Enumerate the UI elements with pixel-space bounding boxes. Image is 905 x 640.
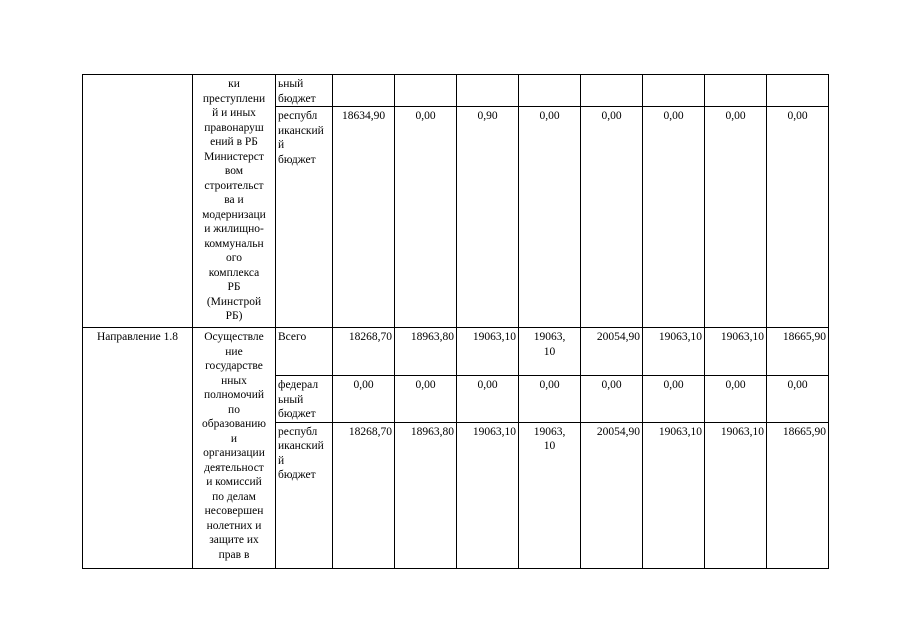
value-text: 19063, 10 bbox=[533, 331, 566, 358]
value-cell bbox=[643, 107, 705, 328]
value-text: 0,00 bbox=[663, 110, 684, 122]
text-line: ьный bbox=[278, 78, 304, 90]
text-line: республ bbox=[278, 425, 318, 438]
text-line: комплекса bbox=[208, 266, 260, 279]
value-text: 0,00 bbox=[725, 379, 746, 391]
value-cell bbox=[395, 328, 457, 376]
value-cell bbox=[581, 376, 643, 423]
description-cell bbox=[193, 328, 276, 569]
text-line: правонаруш bbox=[204, 121, 264, 134]
value-text: 0,00 bbox=[415, 379, 436, 391]
text-line: модернизаци bbox=[202, 208, 266, 221]
value-cell bbox=[705, 107, 767, 328]
value-cell bbox=[767, 376, 829, 423]
value-cell bbox=[643, 422, 705, 568]
direction-label: Направление 1.8 bbox=[96, 331, 179, 343]
value-text: 19063,10 bbox=[720, 331, 764, 343]
table-row bbox=[83, 328, 829, 376]
value-cell bbox=[767, 328, 829, 376]
direction-cell-empty bbox=[83, 75, 193, 328]
text-line: ние bbox=[225, 345, 243, 358]
text-line: ого bbox=[226, 252, 242, 264]
value-text: 0,00 bbox=[787, 110, 808, 122]
text-line: бюджет bbox=[278, 408, 316, 420]
value-cell bbox=[705, 376, 767, 423]
value-cell bbox=[333, 422, 395, 568]
source-cell bbox=[276, 107, 333, 328]
source-text bbox=[278, 425, 330, 483]
text-line: государстве bbox=[205, 360, 263, 372]
value-cell bbox=[767, 107, 829, 328]
value-cell bbox=[519, 107, 581, 328]
text-line: и bbox=[230, 432, 238, 445]
value-text: 18665,90 bbox=[782, 425, 826, 438]
value-cell bbox=[395, 75, 457, 107]
value-cell bbox=[581, 422, 643, 568]
value-text: 0,00 bbox=[787, 379, 808, 391]
value-cell bbox=[395, 422, 457, 568]
source-text bbox=[278, 109, 330, 167]
description-text bbox=[195, 77, 273, 324]
text-line: РБ bbox=[227, 281, 241, 293]
text-line: ва и bbox=[224, 194, 244, 206]
value-cell bbox=[767, 75, 829, 107]
value-text: 0,00 bbox=[477, 379, 498, 391]
text-line: бюджет bbox=[278, 92, 316, 105]
text-line: ьный bbox=[278, 393, 304, 406]
text-line: республ bbox=[278, 110, 318, 122]
value-cell bbox=[333, 376, 395, 423]
source-text bbox=[278, 77, 330, 106]
value-text: 18268,70 bbox=[348, 331, 392, 343]
source-cell bbox=[276, 328, 333, 376]
text-line: бюджет bbox=[278, 469, 316, 481]
value-cell bbox=[581, 75, 643, 107]
value-text: 19063, 10 bbox=[533, 425, 566, 452]
source-text bbox=[278, 378, 330, 422]
value-text: 20054,90 bbox=[596, 425, 640, 438]
value-text: 0,00 bbox=[415, 110, 436, 122]
value-text: 0,00 bbox=[539, 110, 560, 122]
text-line: по делам bbox=[212, 490, 256, 503]
description-cell bbox=[193, 75, 276, 328]
value-cell bbox=[333, 107, 395, 328]
text-line: федерал bbox=[278, 379, 319, 391]
value-cell bbox=[395, 376, 457, 423]
value-text: 19063,10 bbox=[658, 331, 702, 343]
value-cell bbox=[705, 422, 767, 568]
value-text: 0,00 bbox=[601, 379, 622, 391]
table-row bbox=[83, 75, 829, 107]
value-cell bbox=[333, 75, 395, 107]
value-cell bbox=[519, 75, 581, 107]
text-line: полномочий bbox=[204, 389, 264, 401]
value-cell bbox=[581, 328, 643, 376]
text-line: коммунальн bbox=[204, 237, 264, 250]
value-cell bbox=[333, 328, 395, 376]
text-line: прав в bbox=[218, 548, 250, 561]
text-line: й и иных bbox=[212, 107, 256, 119]
value-cell bbox=[705, 75, 767, 107]
value-text: 0,00 bbox=[601, 110, 622, 122]
source-text: Всего bbox=[278, 331, 307, 343]
text-line: и комиссий bbox=[206, 476, 262, 488]
value-text: 20054,90 bbox=[596, 331, 640, 343]
text-line: организации bbox=[203, 447, 265, 459]
text-line: строительст bbox=[204, 179, 264, 192]
value-cell bbox=[643, 376, 705, 423]
value-text: 0,00 bbox=[539, 379, 560, 391]
text-line: иканский bbox=[278, 124, 324, 137]
text-line: деятельност bbox=[204, 461, 264, 474]
value-text: 0,00 bbox=[663, 379, 684, 391]
value-text: 19063,10 bbox=[472, 425, 516, 438]
value-text: 18634,90 bbox=[341, 110, 386, 122]
text-line: по bbox=[228, 403, 240, 416]
text-line: ений в РБ bbox=[210, 136, 258, 148]
text-line: преступлени bbox=[202, 92, 266, 105]
value-cell bbox=[581, 107, 643, 328]
text-line: (Минстрой bbox=[206, 295, 262, 308]
text-line: й bbox=[278, 454, 285, 467]
value-cell bbox=[519, 328, 581, 376]
value-text: 18268,70 bbox=[348, 425, 392, 438]
value-text: 0,00 bbox=[353, 379, 374, 391]
value-text: 0,90 bbox=[477, 110, 498, 122]
value-cell bbox=[457, 376, 519, 423]
description-text bbox=[195, 330, 273, 562]
value-cell bbox=[767, 422, 829, 568]
text-line: Министерст bbox=[204, 150, 264, 163]
value-text: 19063,10 bbox=[472, 331, 516, 343]
value-text: 19063,10 bbox=[658, 425, 702, 438]
text-line: образованию bbox=[202, 418, 266, 430]
value-cell bbox=[705, 328, 767, 376]
source-cell bbox=[276, 376, 333, 423]
text-line: ки bbox=[228, 78, 240, 90]
text-line: бюджет bbox=[278, 153, 316, 166]
value-cell bbox=[395, 107, 457, 328]
text-line: Осуществле bbox=[204, 331, 264, 343]
source-cell bbox=[276, 75, 333, 107]
value-cell bbox=[643, 328, 705, 376]
value-text: 19063,10 bbox=[720, 425, 764, 438]
value-cell bbox=[519, 376, 581, 423]
value-cell bbox=[457, 75, 519, 107]
text-line: нных bbox=[221, 374, 247, 387]
value-cell bbox=[457, 328, 519, 376]
value-text: 18665,90 bbox=[782, 331, 826, 343]
value-text: 18963,80 bbox=[410, 331, 454, 343]
value-cell bbox=[643, 75, 705, 107]
text-line: РБ) bbox=[225, 310, 243, 322]
text-line: и жилищно- bbox=[204, 223, 264, 235]
value-cell bbox=[519, 422, 581, 568]
value-text: 0,00 bbox=[725, 110, 746, 122]
direction-cell bbox=[83, 328, 193, 569]
text-line: вом bbox=[224, 165, 244, 177]
text-line: иканский bbox=[278, 440, 324, 452]
text-line: й bbox=[278, 139, 285, 151]
text-line: несовершен bbox=[204, 505, 264, 517]
source-cell bbox=[276, 422, 333, 568]
value-text: 18963,80 bbox=[410, 425, 454, 438]
budget-table bbox=[82, 74, 829, 569]
text-line: нолетних и bbox=[206, 519, 262, 532]
value-cell bbox=[457, 422, 519, 568]
value-cell bbox=[457, 107, 519, 328]
text-line: защите их bbox=[209, 534, 259, 546]
